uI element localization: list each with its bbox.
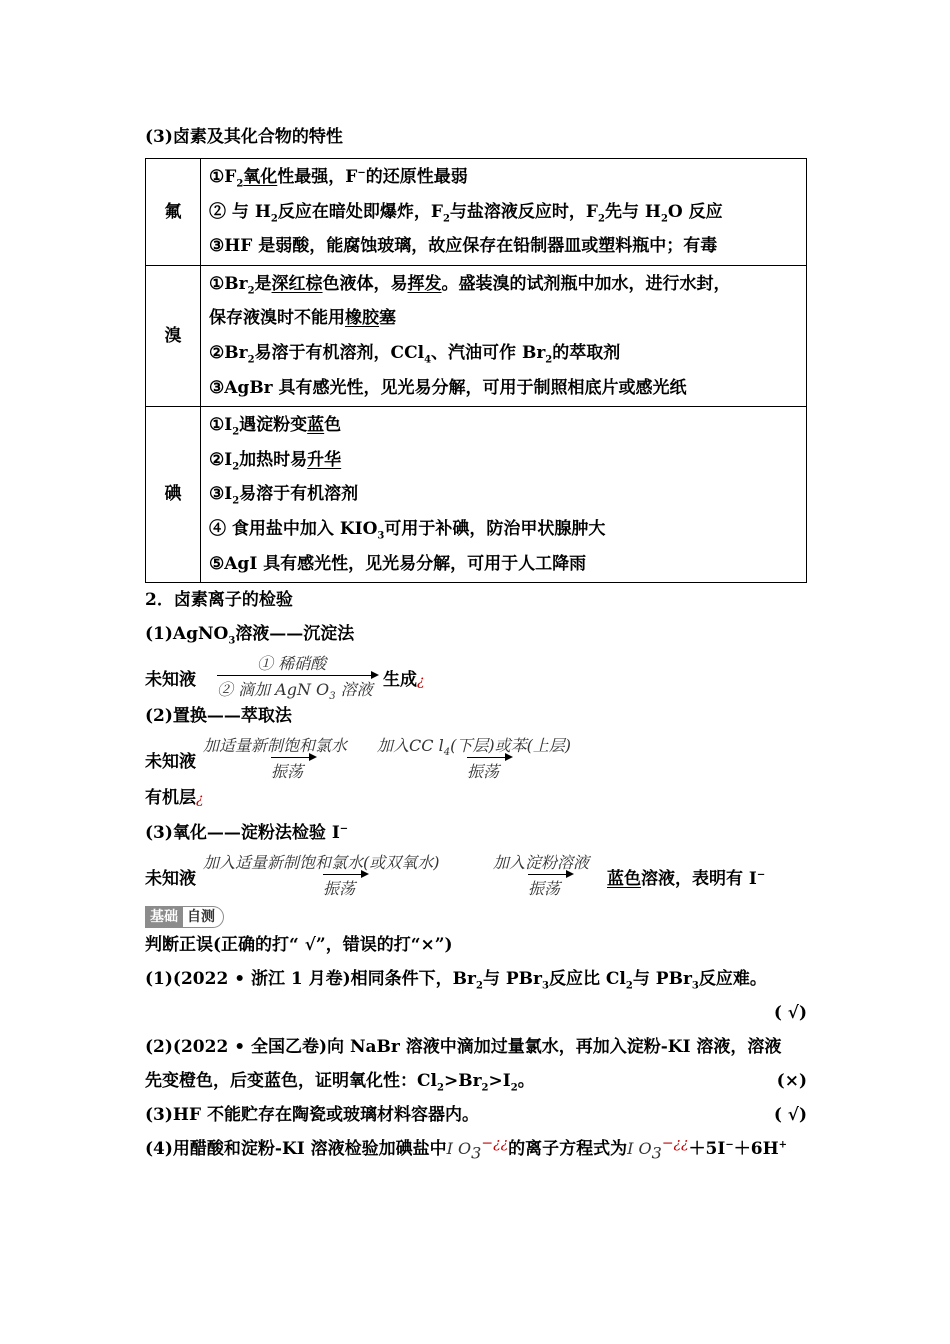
result-text: 生成¿ [383,670,425,691]
arrow-condition-top: 加入适量新制饱和氯水(或双氧水) [203,853,440,873]
arrow-condition-bottom: 振荡 [323,879,356,899]
method3-scheme [145,850,807,898]
arrow-condition-top: 加入CC $l_4$(下层)或苯(上层) [377,736,572,759]
method2-scheme [145,733,807,781]
arrow-bar [217,675,377,676]
organic-layer-text: 有机层¿ [145,788,204,809]
table-row-iodine [146,407,807,583]
unknown-liquid-label: 未知液 [145,670,196,691]
method1-title: (1)AgNO$_3$溶液——沉淀法 [145,624,355,647]
judge-title: 判断正误(正确的打“ √”，错误的打“×”) [145,935,453,956]
question-3: (3)HF 不能贮存在陶瓷或玻璃材料容器内。 ( √) [145,1098,807,1132]
arrow-bar [271,757,315,758]
element-name-fluorine: 氟 [146,159,201,266]
list-item: 保存液溴时不能用橡胶塞 [209,308,396,329]
method2-title: (2)置换——萃取法 [145,706,292,727]
table-row-fluorine [146,159,807,266]
arrow-bar [467,757,511,758]
iodine-properties [201,407,807,583]
table-row-bromine [146,265,807,406]
section-title-halogen-properties: (3)卤素及其化合物的特性 [145,127,343,147]
arrow-condition-bottom: 振荡 [467,762,500,782]
list-item: ⑤AgI 具有感光性，见光易分解，可用于人工降雨 [209,553,587,574]
arrow-condition-top: 加入淀粉溶液 [493,853,590,873]
question-2-answer: (×) [776,1071,807,1092]
unknown-liquid-label: 未知液 [145,869,196,890]
arrow-condition-bottom: 振荡 [528,879,561,899]
document-page [145,120,807,1166]
arrow-bar [323,874,367,875]
list-item: ② 与 $H_2$反应在暗处即爆炸，$F_2$与盐溶液反应时，$F_2$先与 $H_2O$ 反应 [209,201,723,224]
list-item: $①F_2$氧化性最强，F−的还原性最弱 [209,167,468,190]
list-item: $①Br_2$是深红棕色液体，易挥发。盛装溴的试剂瓶中加水，进行水封， [209,273,731,297]
list-item: ④ 食用盐中加入 $KIO_3$可用于补碘，防治甲状腺肿大 [209,518,606,542]
question-1: (1)(2022 • 浙江 1 月卷)相同条件下，$Br_2$与 PBr$_3$反应比 $Cl_2$与 PBr$_3$反应难。 [145,969,767,992]
arrow-condition-top: ① 稀硝酸 [257,654,327,674]
basic-self-test-badge: 基础 自测 [145,906,224,928]
list-item: ③HF 是弱酸，能腐蚀玻璃，故应保存在铅制器皿或塑料瓶中；有毒 [209,236,718,257]
arrow-bar [528,874,572,875]
method3-title: (3)氧化——淀粉法检验 I− [145,823,349,844]
list-item: $①I_2$遇淀粉变蓝色 [209,415,342,438]
element-name-iodine: 碘 [146,407,201,583]
unknown-liquid-label: 未知液 [145,752,196,773]
question-4: (4)用醋酸和淀粉-KI 溶液检验加碘盐中I $O_3^{-¿¿}$的离子方程式为I $O_3^{-¿¿}+5I^-+6H^+$ [145,1135,788,1163]
arrow-condition-bottom: ② 滴加 AgN $O_3$ 溶液 [217,680,373,703]
arrow-condition-top: 加适量新制饱和氯水 [203,736,348,756]
list-item: $③I_2$易溶于有机溶剂 [209,484,359,507]
list-item: $②I_2$加热时易升华 [209,449,342,473]
section-title-ion-detection: 2．卤素离子的检验 [145,590,293,611]
list-item: $②Br_2$易溶于有机溶剂，CCl$_4$、汽油可作 $Br_2$的萃取剂 [209,342,621,366]
halogen-properties-table [145,158,807,583]
bromine-properties [201,265,807,406]
fluorine-properties [201,159,807,266]
result-text: 蓝色溶液，表明有 I− [607,869,766,890]
method1-scheme [145,651,807,703]
element-name-bromine: 溴 [146,265,201,406]
question-1-answer: ( √) [773,1003,807,1024]
question-2-line-1: (2)(2022 • 全国乙卷)向 NaBr 溶液中滴加过量氯水，再加入淀粉-KI 溶液，溶液 [145,1037,782,1058]
question-2-line-2: 先变橙色，后变蓝色，证明氧化性：$Cl_2>Br_2>I_2$。 (×) [145,1064,807,1098]
question-3-answer: ( √) [773,1105,807,1126]
arrow-condition-bottom: 振荡 [271,762,304,782]
list-item: ③AgBr 具有感光性，见光易分解，可用于制照相底片或感光纸 [209,377,687,398]
